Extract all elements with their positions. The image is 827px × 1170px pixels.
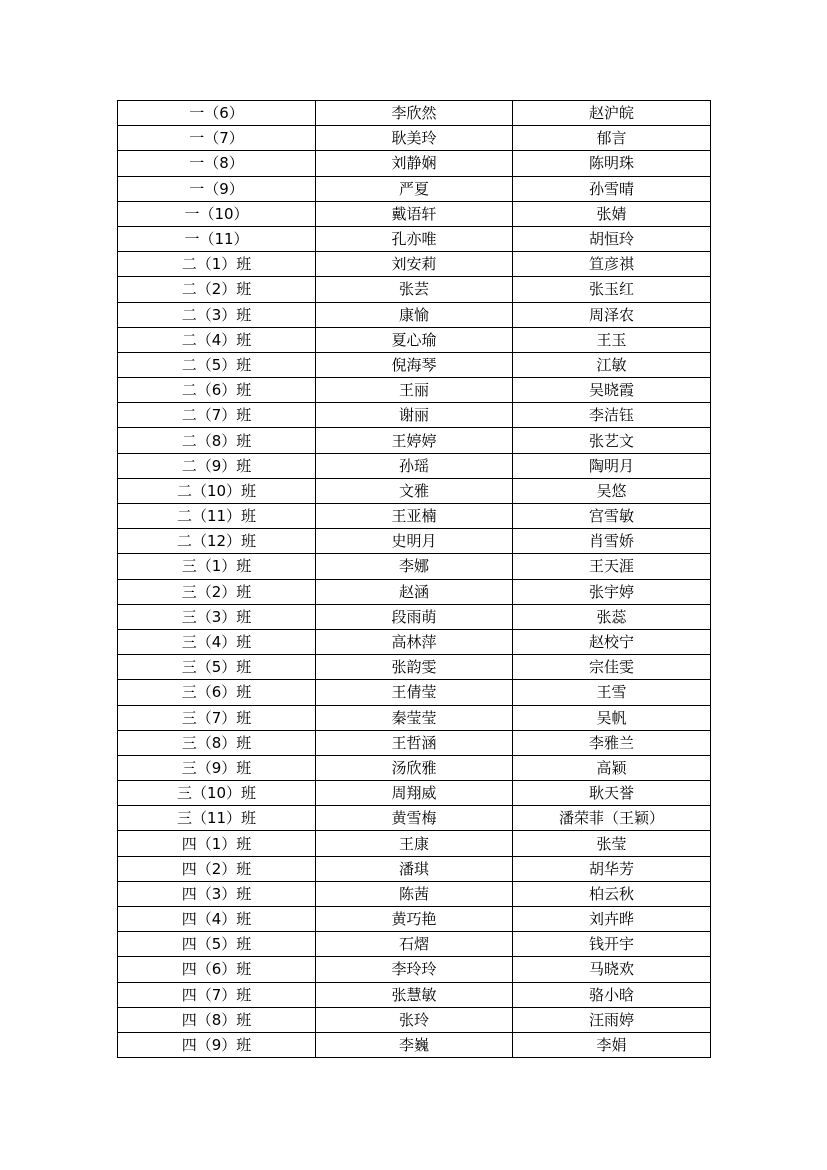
table-row	[118, 101, 711, 126]
partner-teacher-cell: 笪彦祺	[513, 252, 711, 277]
teacher-cell: 王亚楠	[316, 504, 513, 529]
class-cell: 二（6）班	[118, 378, 316, 403]
teacher-cell: 文雅	[316, 478, 513, 503]
table-row	[118, 781, 711, 806]
teacher-cell: 刘静娴	[316, 151, 513, 176]
partner-teacher-cell: 李洁钰	[513, 403, 711, 428]
partner-teacher-cell: 王玉	[513, 327, 711, 352]
teacher-cell: 孔亦唯	[316, 226, 513, 251]
class-cell: 三（3）班	[118, 604, 316, 629]
class-cell: 三（5）班	[118, 655, 316, 680]
table-row	[118, 478, 711, 503]
class-cell: 二（12）班	[118, 529, 316, 554]
teacher-cell: 张芸	[316, 277, 513, 302]
teacher-cell: 李巍	[316, 1032, 513, 1057]
teacher-cell: 夏心瑜	[316, 327, 513, 352]
class-cell: 一（9）	[118, 176, 316, 201]
class-cell: 二（1）班	[118, 252, 316, 277]
class-cell: 四（3）班	[118, 881, 316, 906]
partner-teacher-cell: 郁言	[513, 126, 711, 151]
teacher-cell: 石熠	[316, 932, 513, 957]
teacher-cell: 张慧敏	[316, 982, 513, 1007]
class-cell: 三（7）班	[118, 705, 316, 730]
partner-teacher-cell: 张莹	[513, 831, 711, 856]
table-row	[118, 856, 711, 881]
partner-teacher-cell: 耿天誉	[513, 781, 711, 806]
roster-body	[118, 101, 711, 1058]
teacher-cell: 李玲玲	[316, 957, 513, 982]
table-row	[118, 680, 711, 705]
table-row	[118, 252, 711, 277]
partner-teacher-cell: 吴悠	[513, 478, 711, 503]
teacher-cell: 黄雪梅	[316, 806, 513, 831]
partner-teacher-cell: 王天涯	[513, 554, 711, 579]
class-cell: 三（4）班	[118, 629, 316, 654]
partner-teacher-cell: 胡恒玲	[513, 226, 711, 251]
teacher-cell: 王婷婷	[316, 428, 513, 453]
table-row	[118, 907, 711, 932]
class-cell: 一（10）	[118, 201, 316, 226]
partner-teacher-cell: 刘卉晔	[513, 907, 711, 932]
class-cell: 四（2）班	[118, 856, 316, 881]
partner-teacher-cell: 吴帆	[513, 705, 711, 730]
table-row	[118, 982, 711, 1007]
partner-teacher-cell: 张玉红	[513, 277, 711, 302]
partner-teacher-cell: 王雪	[513, 680, 711, 705]
teacher-cell: 李欣然	[316, 101, 513, 126]
partner-teacher-cell: 马晓欢	[513, 957, 711, 982]
table-row	[118, 881, 711, 906]
class-cell: 二（8）班	[118, 428, 316, 453]
teacher-cell: 耿美玲	[316, 126, 513, 151]
teacher-cell: 陈茜	[316, 881, 513, 906]
class-cell: 四（8）班	[118, 1007, 316, 1032]
table-row	[118, 327, 711, 352]
class-cell: 三（1）班	[118, 554, 316, 579]
teacher-cell: 严夏	[316, 176, 513, 201]
class-cell: 三（10）班	[118, 781, 316, 806]
partner-teacher-cell: 张宇婷	[513, 579, 711, 604]
teacher-cell: 王丽	[316, 378, 513, 403]
partner-teacher-cell: 张蕊	[513, 604, 711, 629]
class-cell: 二（9）班	[118, 453, 316, 478]
teacher-cell: 周翔威	[316, 781, 513, 806]
class-cell: 二（2）班	[118, 277, 316, 302]
table-row	[118, 302, 711, 327]
partner-teacher-cell: 周泽农	[513, 302, 711, 327]
table-row	[118, 604, 711, 629]
partner-teacher-cell: 钱开宇	[513, 932, 711, 957]
partner-teacher-cell: 骆小晗	[513, 982, 711, 1007]
teacher-cell: 谢丽	[316, 403, 513, 428]
teacher-cell: 戴语轩	[316, 201, 513, 226]
teacher-cell: 赵涵	[316, 579, 513, 604]
teacher-cell: 康愉	[316, 302, 513, 327]
class-cell: 一（8）	[118, 151, 316, 176]
partner-teacher-cell: 宫雪敏	[513, 504, 711, 529]
class-cell: 二（11）班	[118, 504, 316, 529]
class-cell: 二（4）班	[118, 327, 316, 352]
table-row	[118, 831, 711, 856]
teacher-cell: 王哲涵	[316, 730, 513, 755]
class-cell: 一（11）	[118, 226, 316, 251]
teacher-cell: 张韵雯	[316, 655, 513, 680]
class-cell: 一（7）	[118, 126, 316, 151]
teacher-cell: 张玲	[316, 1007, 513, 1032]
table-row	[118, 730, 711, 755]
class-cell: 三（8）班	[118, 730, 316, 755]
class-cell: 三（11）班	[118, 806, 316, 831]
partner-teacher-cell: 潘荣菲（王颖）	[513, 806, 711, 831]
partner-teacher-cell: 张婧	[513, 201, 711, 226]
teacher-cell: 段雨萌	[316, 604, 513, 629]
class-cell: 二（3）班	[118, 302, 316, 327]
teacher-cell: 李娜	[316, 554, 513, 579]
partner-teacher-cell: 陶明月	[513, 453, 711, 478]
class-cell: 三（6）班	[118, 680, 316, 705]
table-row	[118, 1032, 711, 1057]
table-row	[118, 579, 711, 604]
class-cell: 二（5）班	[118, 352, 316, 377]
class-cell: 一（6）	[118, 101, 316, 126]
table-row	[118, 705, 711, 730]
class-cell: 四（9）班	[118, 1032, 316, 1057]
partner-teacher-cell: 江敏	[513, 352, 711, 377]
partner-teacher-cell: 孙雪晴	[513, 176, 711, 201]
class-cell: 三（2）班	[118, 579, 316, 604]
partner-teacher-cell: 柏云秋	[513, 881, 711, 906]
table-row	[118, 932, 711, 957]
teacher-cell: 汤欣雅	[316, 755, 513, 780]
table-row	[118, 428, 711, 453]
table-row	[118, 655, 711, 680]
partner-teacher-cell: 肖雪娇	[513, 529, 711, 554]
teacher-cell: 倪海琴	[316, 352, 513, 377]
table-row	[118, 201, 711, 226]
teacher-cell: 黄巧艳	[316, 907, 513, 932]
table-row	[118, 529, 711, 554]
roster-table	[117, 100, 711, 1058]
partner-teacher-cell: 胡华芳	[513, 856, 711, 881]
table-row	[118, 403, 711, 428]
table-row	[118, 453, 711, 478]
teacher-cell: 史明月	[316, 529, 513, 554]
class-cell: 四（1）班	[118, 831, 316, 856]
teacher-cell: 孙瑶	[316, 453, 513, 478]
partner-teacher-cell: 汪雨婷	[513, 1007, 711, 1032]
table-row	[118, 226, 711, 251]
class-cell: 二（7）班	[118, 403, 316, 428]
teacher-cell: 王倩莹	[316, 680, 513, 705]
partner-teacher-cell: 李娟	[513, 1032, 711, 1057]
partner-teacher-cell: 赵沪皖	[513, 101, 711, 126]
partner-teacher-cell: 宗佳雯	[513, 655, 711, 680]
table-row	[118, 554, 711, 579]
table-row	[118, 957, 711, 982]
teacher-cell: 潘琪	[316, 856, 513, 881]
class-cell: 二（10）班	[118, 478, 316, 503]
class-cell: 三（9）班	[118, 755, 316, 780]
teacher-cell: 刘安莉	[316, 252, 513, 277]
partner-teacher-cell: 赵校宁	[513, 629, 711, 654]
table-row	[118, 806, 711, 831]
class-cell: 四（4）班	[118, 907, 316, 932]
table-row	[118, 378, 711, 403]
table-row	[118, 176, 711, 201]
class-cell: 四（7）班	[118, 982, 316, 1007]
table-row	[118, 1007, 711, 1032]
table-row	[118, 151, 711, 176]
partner-teacher-cell: 高颖	[513, 755, 711, 780]
table-row	[118, 277, 711, 302]
class-cell: 四（6）班	[118, 957, 316, 982]
teacher-cell: 王康	[316, 831, 513, 856]
table-row	[118, 126, 711, 151]
teacher-cell: 秦莹莹	[316, 705, 513, 730]
teacher-cell: 高林萍	[316, 629, 513, 654]
table-row	[118, 755, 711, 780]
class-cell: 四（5）班	[118, 932, 316, 957]
partner-teacher-cell: 李雅兰	[513, 730, 711, 755]
table-row	[118, 504, 711, 529]
table-row	[118, 629, 711, 654]
partner-teacher-cell: 张艺文	[513, 428, 711, 453]
partner-teacher-cell: 吴晓霞	[513, 378, 711, 403]
table-row	[118, 352, 711, 377]
partner-teacher-cell: 陈明珠	[513, 151, 711, 176]
